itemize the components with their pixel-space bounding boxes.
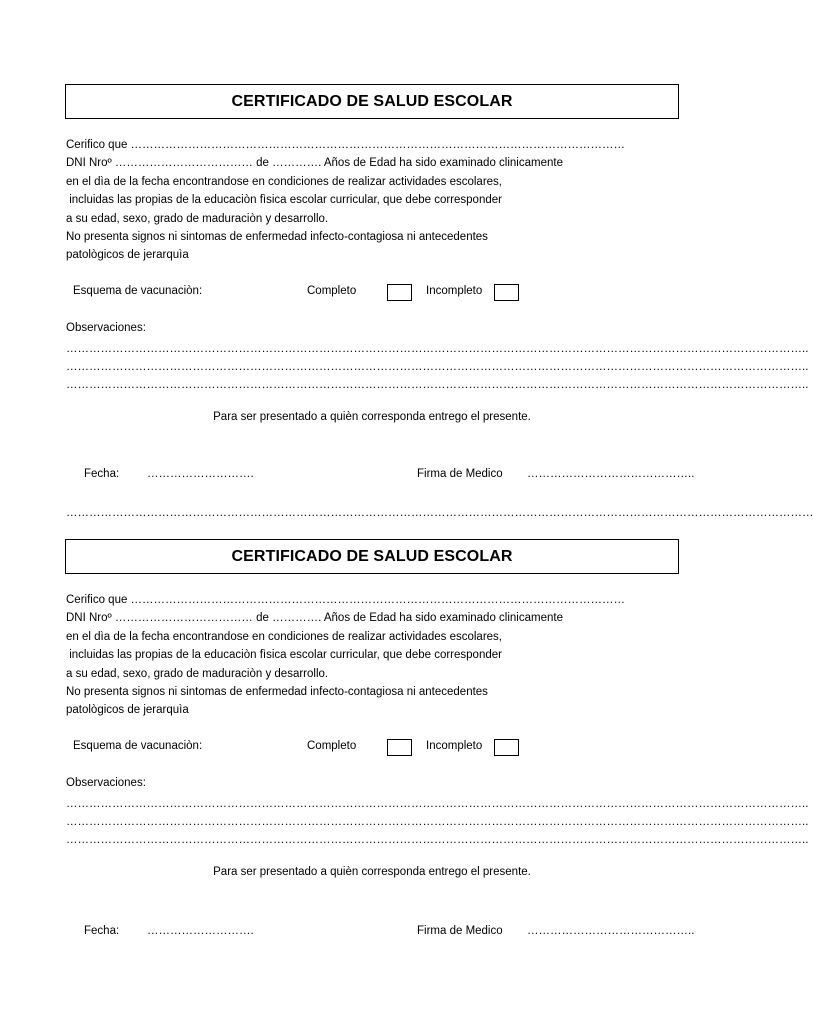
signature-label: Firma de Medico — [417, 925, 503, 937]
body-line: a su edad, sexo, grado de maduraciòn y desarrollo. — [66, 667, 329, 680]
certificate-title: CERTIFICADO DE SALUD ESCOLAR — [65, 539, 679, 574]
complete-checkbox[interactable] — [387, 284, 412, 301]
body-line: incluidas las propias de la educaciòn fìsica escolar curricular, que debe corresponder — [66, 194, 502, 207]
vaccination-label: Esquema de vacunaciòn: — [73, 285, 203, 297]
presentation-text: Para ser presentado a quièn corresponda entrego el presente. — [213, 866, 531, 878]
body-line: Cerifico que ………………………………………………………………………………………………………………… — [66, 139, 626, 151]
body-line: DNI Nroº ……………………………… de …………. Años de Edad ha sido examinado clinicamente — [66, 612, 563, 625]
incomplete-label: Incompleto — [426, 285, 483, 297]
body-line: en el dìa de la fecha encontrandose en condiciones de realizar actividades escolares, — [66, 630, 503, 643]
body-line: en el dìa de la fecha encontrandose en condiciones de realizar actividades escolares, — [66, 175, 503, 188]
incomplete-label: Incompleto — [426, 740, 483, 752]
body-line: a su edad, sexo, grado de maduraciòn y desarrollo. — [66, 212, 329, 225]
observations-label: Observaciones: — [66, 777, 146, 789]
observation-line[interactable]: ………………………………………………………………………………………………………………………………………………………………………….. — [66, 834, 809, 846]
date-field[interactable]: ………………………. — [147, 925, 254, 937]
cut-line: …………………………………………………………………………………………………………………………………………………………………………… — [66, 507, 814, 519]
observation-line[interactable]: ………………………………………………………………………………………………………………………………………………………………………….. — [66, 798, 809, 810]
body-line: patològicos de jerarquìa — [66, 249, 189, 262]
complete-label: Completo — [307, 740, 357, 752]
vaccination-label: Esquema de vacunaciòn: — [73, 740, 203, 752]
certificate-body — [66, 136, 625, 265]
complete-checkbox[interactable] — [387, 739, 412, 756]
observations-label: Observaciones: — [66, 322, 146, 334]
body-line: incluidas las propias de la educaciòn fìsica escolar curricular, que debe corresponder — [66, 649, 502, 662]
signature-field[interactable]: …………………………………….. — [527, 468, 695, 480]
body-line: No presenta signos ni sintomas de enfermedad infecto-contagiosa ni antecedentes — [66, 686, 488, 699]
presentation-text: Para ser presentado a quièn corresponda entrego el presente. — [213, 411, 531, 423]
body-line: No presenta signos ni sintomas de enfermedad infecto-contagiosa ni antecedentes — [66, 231, 488, 244]
observation-line[interactable]: ………………………………………………………………………………………………………………………………………………………………………….. — [66, 343, 809, 355]
complete-label: Completo — [307, 285, 357, 297]
body-line: patològicos de jerarquìa — [66, 704, 189, 717]
date-label: Fecha: — [84, 925, 120, 937]
observation-line[interactable]: ………………………………………………………………………………………………………………………………………………………………………….. — [66, 816, 809, 828]
incomplete-checkbox[interactable] — [494, 284, 519, 301]
certificate-1 — [0, 84, 814, 524]
date-label: Fecha: — [84, 468, 120, 480]
certificate-2 — [0, 539, 809, 979]
certificate-body — [66, 591, 625, 720]
body-line: Cerifico que ………………………………………………………………………………………………………………… — [66, 594, 626, 606]
incomplete-checkbox[interactable] — [494, 739, 519, 756]
certificate-title: CERTIFICADO DE SALUD ESCOLAR — [65, 84, 679, 119]
observation-line[interactable]: ………………………………………………………………………………………………………………………………………………………………………….. — [66, 361, 809, 373]
observation-line[interactable]: ………………………………………………………………………………………………………………………………………………………………………….. — [66, 379, 809, 391]
date-field[interactable]: ………………………. — [147, 468, 254, 480]
signature-label: Firma de Medico — [417, 468, 503, 480]
signature-field[interactable]: …………………………………….. — [527, 925, 695, 937]
body-line: DNI Nroº ……………………………… de …………. Años de Edad ha sido examinado clinicamente — [66, 157, 563, 170]
